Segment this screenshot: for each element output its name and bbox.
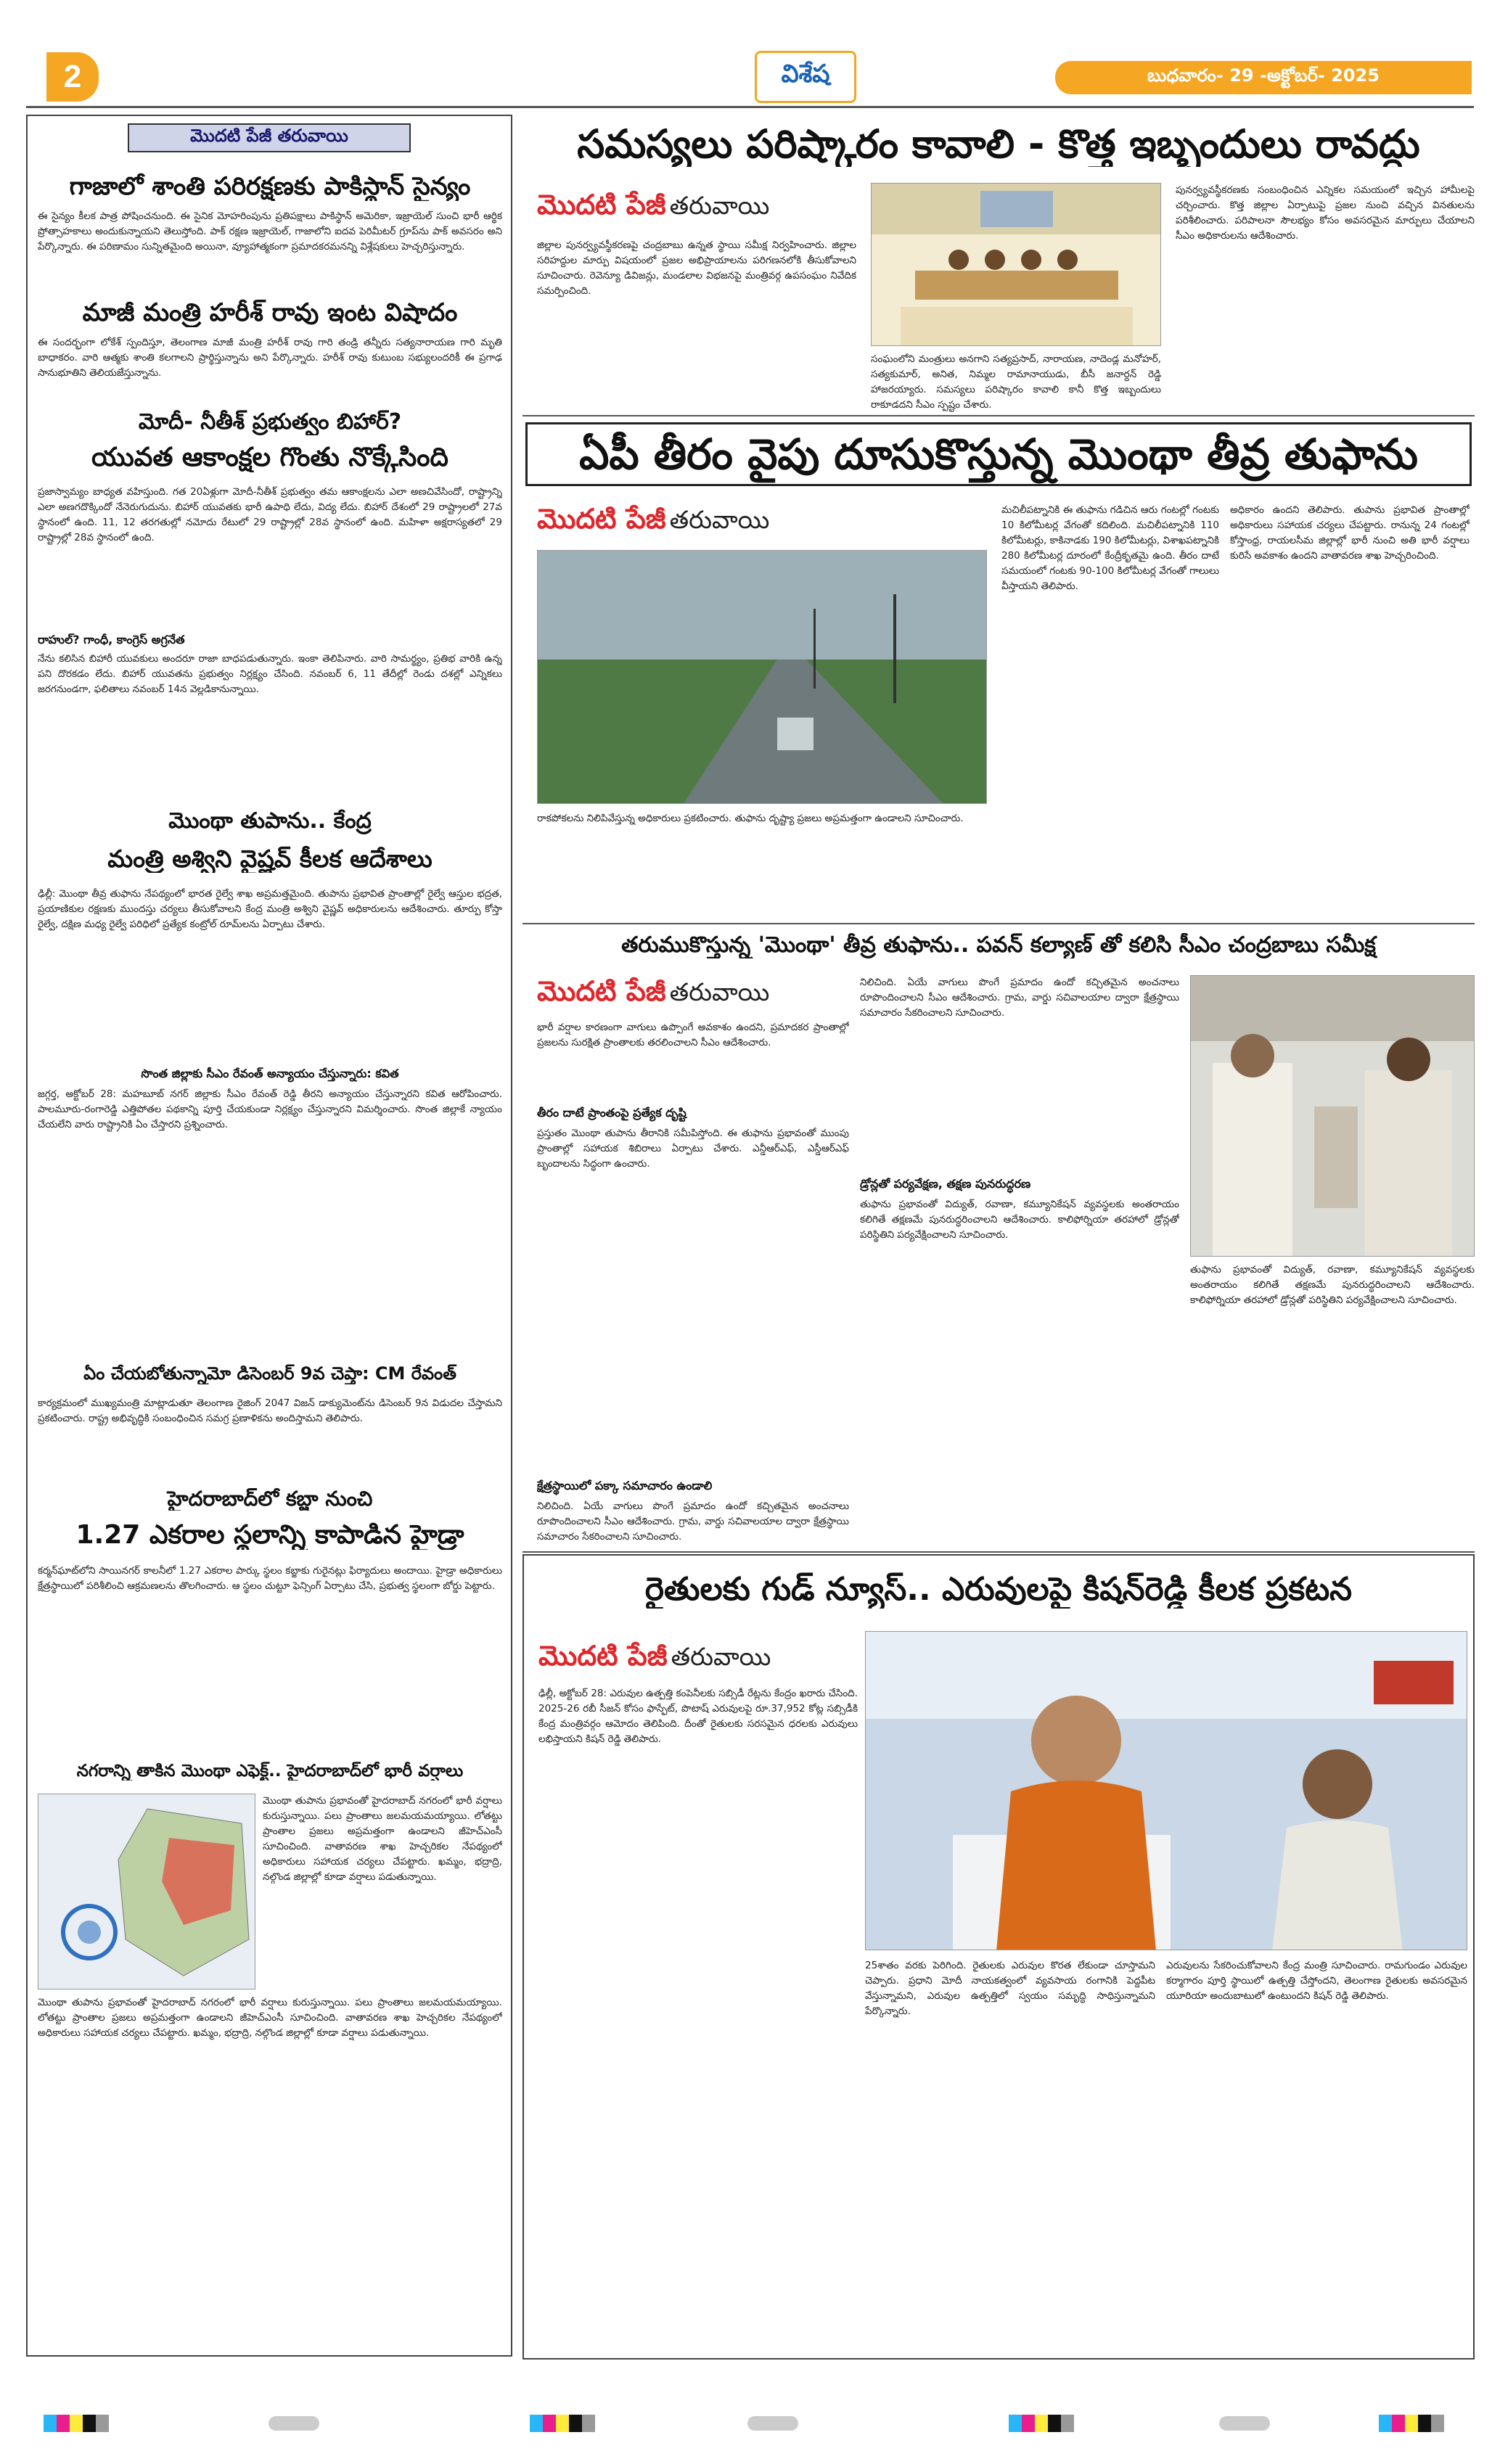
continuation-label: మొదటి పేజీ తరువాయి [538,1640,771,1672]
body-kavitha: జగ్గర్త, అక్టోబర్ 28: మహబూబ్ నగర్ జిల్లాకు సీఎం రేవంత్ రెడ్డి తీరని అన్యాయం చేస్తున్నారని కవిత ఆరోపించారు. పాలమూరు-రంగారెడ్డి ఎత్తిపోతల పథకాన్ని పూర్తి చేయకుండా నిర్లక్ష్యం చేస్తున్నారని విమర్శించారు. సొంత జిల్లాకే న్యాయం చేయలేని వారు రాష్ట్రానికి ఏం చేస్తారని ప్రశ్నించారు. [38,1088,502,1130]
headline-hydra-1: హైదరాబాద్‌లో కబ్జా నుంచి [167,1487,373,1511]
subhead-kavitha: సొంత జిల్లాకు సీఎం రేవంత్ అన్యాయం చేస్తున్నారు: కవిత [141,1067,399,1080]
body-hydra: కర్మన్‌ఘాట్‌లోని సాయినగర్ కాలనీలో 1.27 ఎకరాల పార్కు స్థలం కబ్జాకు గురైనట్లు ఫిర్యాదులు అందాయి. హైడ్రా అధికారులు క్షేత్రస్థాయిలో పరిశీలించి ఆక్రమణలను తొలగించారు. ఆ స్థలం చుట్టూ ఫెన్సింగ్ ఏర్పాటు చేసి, ప్రభుత్వ స్థలంగా బోర్డు పెట్టారు. [38,1565,502,1592]
body-rahul: నేను కలిసిన బిహారీ యువకులు అందరూ రాజా బాధపడుతున్నారు. ఇంకా తెలిపినారు. వారి సామర్థ్యం, ప్రతిభ వారికి ఉన్న పని దొరకడం లేదు. బిహార్ యువతను ప్రభుత్వం నిర్లక్ష్యం చేసింది. నవంబర్ 6, 11 తేదీల్లో రెండు దశల్లో ఎన్నికలు జరగనుండగా, ఫలితాలు నవంబర్ 14న వెల్లడికానున్నాయి. [38,653,502,695]
page-header [0,0,1500,106]
body-district-review-2: సంఘంలోని మంత్రులు అనగాని సత్యప్రసాద్, నారాయణ, నాదెండ్ల మనోహర్, సత్యకుమార్, అనిత, నిమ్మల రామానాయుడు, బీసీ జనార్దన్ రెడ్డి హాజరయ్యారు. సమస్యలు పరిష్కారం కావాలి కానీ కొత్త ఇబ్బందులు రాకూడదని సీఎం స్పష్టం చేశారు. [871,353,1161,411]
cm-pawan-photo [1190,975,1475,1257]
body-montha-railway: ఢిల్లీ: మొంథా తీవ్ర తుఫాను నేపథ్యంలో భారత రైల్వే శాఖ అప్రమత్తమైంది. తుపాను ప్రభావిత ప్రాంతాల్లో రైల్వే ఆస్తుల భద్రత, ప్రయాణికుల రక్షణకు ముందస్తు చర్యలు తీసుకోవాలని కేంద్ర మంత్రి అశ్విని వైష్ణవ్ అధికారులను ఆదేశించారు. తూర్పు కోస్తా రైల్వే, దక్షిణ మధ్య రైల్వే పరిధిలో ప్రత్యేక కంట్రోల్ రూమ్‌లను ఏర్పాటు చేశారు. [38,888,502,930]
article-fertilizer [522,1554,1475,2360]
subhead-drones: డ్రోన్లతో పర్యవేక్షణ, తక్షణ పునరుద్ధరణ [860,1177,1031,1191]
kishan-reddy-photo [865,1631,1467,1950]
headline-montha-1: మొంథా తుపాను.. కేంద్ర [168,809,372,834]
body-rain-2: మొంథా తుపాను ప్రభావంతో హైదరాబాద్ నగరంలో భారీ వర్షాలు కురుస్తున్నాయి. పలు ప్రాంతాలు జలమయమయ్యాయి. లోతట్టు ప్రాంతాల ప్రజలు అప్రమత్తంగా ఉండాలని జీహెచ్ఎంసీ సూచించింది. వాతావరణ శాఖ హెచ్చరికల నేపథ్యంలో అధికారులు సహాయక చర్యలు చేపట్టారు. ఖమ్మం, భద్రాద్రి, నల్గొండ జిల్లాల్లో కూడా వర్షాలు పడుతున్నాయి. [38,1997,502,2039]
body-rain-1: మొంథా తుపాను ప్రభావంతో హైదరాబాద్ నగరంలో భారీ వర్షాలు కురుస్తున్నాయి. పలు ప్రాంతాలు జలమయమయ్యాయి. లోతట్టు ప్రాంతాల ప్రజలు అప్రమత్తంగా ఉండాలని జీహెచ్ఎంసీ సూచించింది. వాతావరణ శాఖ హెచ్చరికల నేపథ్యంలో అధికారులు సహాయక చర్యలు చేపట్టారు. ఖమ్మం, భద్రాద్రి, నల్గొండ జిల్లాల్లో కూడా వర్షాలు పడుతున్నాయి. [263,1795,502,1883]
section-tab: మొదటి పేజీ తరువాయి [128,123,411,152]
headline-rain: నగరాన్ని తాకిన మొంథా ఎఫెక్ట్.. హైదరాబాద్‌లో భారీ వర్షాలు [76,1762,464,1781]
body-fertilizer-2: 25శాతం వరకు పెరిగింది. రైతులకు ఎరువుల కొరత లేకుండా చూస్తామని చెప్పారు. ప్రధాని మోదీ నాయకత్వంలో వ్యవసాయ రంగానికి పెద్దపీట వేస్తున్నామని, ఎరువుల ఉత్పత్తిలో స్వయం సమృద్ధి సాధిస్తున్నామని పేర్కొన్నారు. [865,1960,1155,2017]
headline-montha-2: మంత్రి అశ్విని వైష్ణవ్ కీలక ఆదేశాలు [107,845,433,873]
body-cm-pawan-3: నిలిచింది. ఏయే వాగులు పొంగే ప్రమాదం ఉందో కచ్చితమైన అంచనాలు రూపొందించాలని సీఎం ఆదేశించారు. గ్రామ, వార్డు సచివాలయాల ద్వారా క్షేత్రస్థాయి సమాచారం సేకరించాలని సూచించారు. [537,1500,849,1543]
headline-bihar-2: యువత ఆకాంక్షల గొంతు నొక్కేసింది [91,443,448,472]
headline-hydra-2: 1.27 ఎకరాల స్థలాన్ని కాపాడిన హైడ్రా [75,1520,464,1550]
highway-rain-photo [537,550,987,804]
body-cyclone-coast-2: అధికారం ఉందని తెలిపారు. తుపాను ప్రభావిత ప్రాంతాల్లో అధికారులు సహాయక చర్యలు చేపట్టారు. రానున్న 24 గంటల్లో కోస్తాంధ్ర, రాయలసీమ జిల్లాల్లో భారీ నుంచి అతి భారీ వర్షాలు కురిసే అవకాశం ఉందని వాతావరణ శాఖ హెచ్చరించింది. [1230,504,1470,562]
body-gaza: ఈ సైన్యం కీలక పాత్ర పోషించనుంది. ఈ సైనిక మోహరింపును ప్రతిపక్షాలు పాకిస్థాన్ అమెరికా, ఇజ్రాయెల్ సుంచి భారీ ఆర్థిక ప్రోత్సాహకాలు అందుకున్నాయని తెలుస్తోంది. పాక్ రక్షణ ఇజ్రాయెల్, గాజాలోని ఐదవ పెరిమీటర్ గ్రూప్‌ను పాక్ అవసరం అని పేర్కొన్నారు. ఈ పరిణామం సున్నితమైంది అయినా, వ్యూహాత్మకంగా ప్రమాదకరమనన్ని విశ్లేషకులు హెచ్చరిస్తున్నారు. [38,210,502,252]
headline-gaza: గాజాలో శాంతి పరిరక్షణకు పాకిస్థాన్ సైన్యం [69,173,471,201]
body-cm-pawan-6: తుఫాను ప్రభావంతో విద్యుత్, రవాణా, కమ్యూనికేషన్ వ్యవస్థలకు అంతరాయం కలిగితే తక్షణమే పునరుద్ధరించాలని ఆదేశించారు. కాలిఫోర్నియా తరహాలో డ్రోన్లతో పరిస్థితిని పర్యవేక్షించాలని సూచించారు. [1190,1264,1475,1306]
headline-harish: మాజీ మంత్రి హరీశ్ రావు ఇంట విషాదం [82,299,458,327]
body-revanth: కార్యక్రమంలో ముఖ్యమంత్రి మాట్లాడుతూ తెలంగాణ రైజింగ్ 2047 విజన్ డాక్యుమెంట్‌ను డిసెంబర్ 9న విడుదల చేస్తామని ప్రకటించారు. రాష్ట్ర అభివృద్ధికి సంబంధించిన సమగ్ర ప్రణాళికను అందిస్తామని తెలిపారు. [38,1397,502,1424]
headline-cm-pawan-review: తరుముకొస్తున్న 'మొంథా' తీవ్ర తుఫాను.. పవన్ కల్యాణ్ తో కలిసి సీఎం చంద్రబాబు సమీక్ష [621,933,1376,958]
caption-highway: రాకపోకలను నిలిపివేస్తున్న అధికారులు ప్రకటించారు. తుఫాను దృష్ట్యా ప్రజలు అప్రమత్తంగా ఉండాలని సూచించారు. [537,813,964,824]
subhead-rahul: రాహుల్? గాంధీ, కాంగ్రెస్ అగ్రనేత [38,633,185,646]
divider-2 [522,923,1475,924]
body-fertilizer-1: ఢిల్లీ, అక్టోబర్ 28: ఎరువుల ఉత్పత్తి కంపెనీలకు సబ్సిడీ రేట్లను కేంద్రం ఖరారు చేసింది. 2025-26 రబీ సీజన్ కోసం ఫాస్ఫేట్, పొటాష్ ఎరువులపై రూ.37,952 కోట్ల సబ్సిడీకి కేంద్ర మంత్రివర్గం ఆమోదం తెలిపింది. దీంతో రైతులకు సరసమైన ధరలకు ఎరువులు లభిస్తాయని కిషన్ రెడ్డి తెలిపారు. [538,1688,858,1745]
continuation-label: మొదటి పేజీ తరువాయి [537,503,770,535]
body-cm-pawan-4: నిలిచింది. ఏయే వాగులు పొంగే ప్రమాదం ఉందో కచ్చితమైన అంచనాలు రూపొందించాలని సీఎం ఆదేశించారు. గ్రామ, వార్డు సచివాలయాల ద్వారా క్షేత్రస్థాయి సమాచారం సేకరించాలని సూచించారు. [860,977,1179,1019]
divider-1 [522,415,1475,416]
date-band: బుధవారం- 29 -అక్టోబర్- 2025 [1055,61,1472,94]
continuation-label: మొదటి పేజీ తరువాయి [537,189,770,221]
article-district-review [522,116,1475,414]
body-cm-pawan-5: తుఫాను ప్రభావంతో విద్యుత్, రవాణా, కమ్యూనికేషన్ వ్యవస్థలకు అంతరాయం కలిగితే తక్షణమే పునరుద్ధరించాలని ఆదేశించారు. కాలిఫోర్నియా తరహాలో డ్రోన్లతో పరిస్థితిని పర్యవేక్షించాలని సూచించారు. [860,1199,1179,1241]
subhead-field-info: క్షేత్రస్థాయిలో పక్కా సమాచారం ఉండాలి [537,1479,713,1492]
print-registration-marks [0,2409,1500,2438]
article-cyclone-coast [522,419,1475,920]
body-district-review-1: జిల్లాల పునర్వ్యవస్థీకరణపై చంద్రబాబు ఉన్నత స్థాయి సమీక్ష నిర్వహించారు. జిల్లాల సరిహద్దుల మార్పు విషయంలో ప్రజల అభిప్రాయాలను పరిగణనలోకి తీసుకోవాలని సూచించారు. రెవెన్యూ డివిజన్లు, మండలాల విభజనపై మంత్రివర్గ ఉపసంఘం నివేదిక సమర్పించింది. [537,239,856,297]
masthead-logo: విశేష [755,51,856,103]
headline-bihar-1: మోదీ- నీతీశ్ ప్రభుత్వం బిహార్? [138,410,402,435]
body-cm-pawan-2: ప్రస్తుతం మొంథా తుపాను తీరానికి సమీపిస్తోంది. ఈ తుఫాను ప్రభావంతో ముంపు ప్రాంతాల్లో సహాయక శిబిరాలు ఏర్పాటు చేశారు. ఎన్డీఆర్ఎఫ్, ఎస్డీఆర్ఎఫ్ బృందాలను సిద్ధంగా ఉంచారు. [537,1128,849,1170]
body-bihar: ప్రజాస్వామ్యం బాధ్యత వహిస్తుంది. గత 20ఏళ్లుగా మోదీ-నీతీశ్ ప్రభుత్వం తమ ఆకాంక్షలను ఎలా అణచివేసిందో, రాష్ట్రాన్ని ఎలా అణగదొక్కిందో నేనెరుగుదును. బిహార్ యువతకు భారీ ఉపాధి లేదు, విద్య లేదు. బిహార్ దేశంలో 29 రాష్ట్రాలలో 27వ స్థానంలో ఉంది. 11, 12 తరగతుల్లో నమోదు రేటులో 29 రాష్ట్రాల్లో 28వ స్థానంలో ఉంది. మహిళా అక్షరాస్యతలో 29 రాష్ట్రాల్లో 28వ స్థానంలో ఉంది. [38,486,502,543]
body-harish: ఈ సందర్భంగా లోకేశ్ స్పందిస్తూ, తెలంగాణ మాజీ మంత్రి హరీశ్ రావు గారి తండ్రి తన్నీరు సత్యనారాయణ గారి మృతి బాధాకరం. వారి ఆత్మకు శాంతి కలగాలని ప్రార్థిస్తున్నాను అని పేర్కొన్నారు. హరీశ్ రావు కుటుంబ సభ్యులందరికీ ఈ ప్రగాఢ సానుభూతిని తెలియజేస్తున్నాను. [38,337,502,379]
continuation-label: మొదటి పేజీ తరువాయి [537,975,770,1007]
cm-review-photo [871,183,1161,346]
header-rule [26,106,1474,108]
body-cyclone-coast-1: మచిలీపట్నానికి ఈ తుఫాను గడిచిన ఆరు గంటల్లో గంటకు 10 కిలోమీటర్ల వేగంతో కదిలింది. మచిలీపట్నానికి 110 కిలోమీటర్లు, కాకినాడకు 190 కిలోమీటర్లు, విశాఖపట్నానికి 280 కిలోమీటర్ల దూరంలో కేంద్రీకృతమై ఉంది. తీరం దాటే సమయంలో గంటకు 90-100 కిలోమీటర్ల వేగంతో గాలులు వీస్తాయని తెలిపారు. [1001,504,1219,592]
headline-district-review: సమస్యలు పరిష్కారం కావాలి - కొత్త ఇబ్బందులు రావద్దు [577,122,1420,167]
headline-cyclone-coast: ఏపీ తీరం వైపు దూసుకొస్తున్న మొంథా తీవ్ర తుఫాను [525,422,1472,486]
left-column [26,115,512,2357]
headline-revanth: ఏం చేయబోతున్నామో డిసెంబర్ 9వ చెప్తా: CM రేవంత్ [83,1364,456,1384]
page-number: 2 [46,52,99,102]
body-cm-pawan-1: భారీ వర్షాల కారణంగా వాగులు ఉప్పొంగే అవకాశం ఉందని, ప్రమాదకర ప్రాంతాల్లో ప్రజలను సురక్షిత ప్రాంతాలకు తరలించాలని సీఎం ఆదేశించారు. [537,1022,849,1048]
subhead-landfall: తీరం దాటే ప్రాంతంపై ప్రత్యేక దృష్టి [537,1106,687,1120]
divider-3 [522,1551,1475,1553]
rain-map-image [38,1794,255,1989]
body-fertilizer-3: ఎరువులను సేకరించుకోవాలని కేంద్ర మంత్రి సూచించారు. రామగుండం ఎరువుల కర్మాగారం పూర్తి స్థాయిలో ఉత్పత్తి చేస్తోందని, తెలంగాణ రైతులకు అవసరమైన యూరియా అందుబాటులో ఉంటుందని కిషన్ రెడ్డి తెలిపారు. [1166,1960,1467,2002]
headline-fertilizer: రైతులకు గుడ్ న్యూస్.. ఎరువులపై కిషన్‌రెడ్డి కీలక ప్రకటన [644,1572,1353,1608]
article-cm-pawan-review [522,926,1475,1550]
body-district-review-3: పునర్వ్యవస్థీకరణకు సంబంధించిన ఎన్నికల సమయంలో ఇచ్చిన హామీలపై చర్చించారు. కొత్త జిల్లాల ఏర్పాటుపై ప్రజల నుంచి వచ్చిన వినతులను పరిశీలించారు. పరిపాలనా సౌలభ్యం కోసం అవసరమైన మార్పులు చేయాలని సీఎం అధికారులను ఆదేశించారు. [1176,184,1475,242]
